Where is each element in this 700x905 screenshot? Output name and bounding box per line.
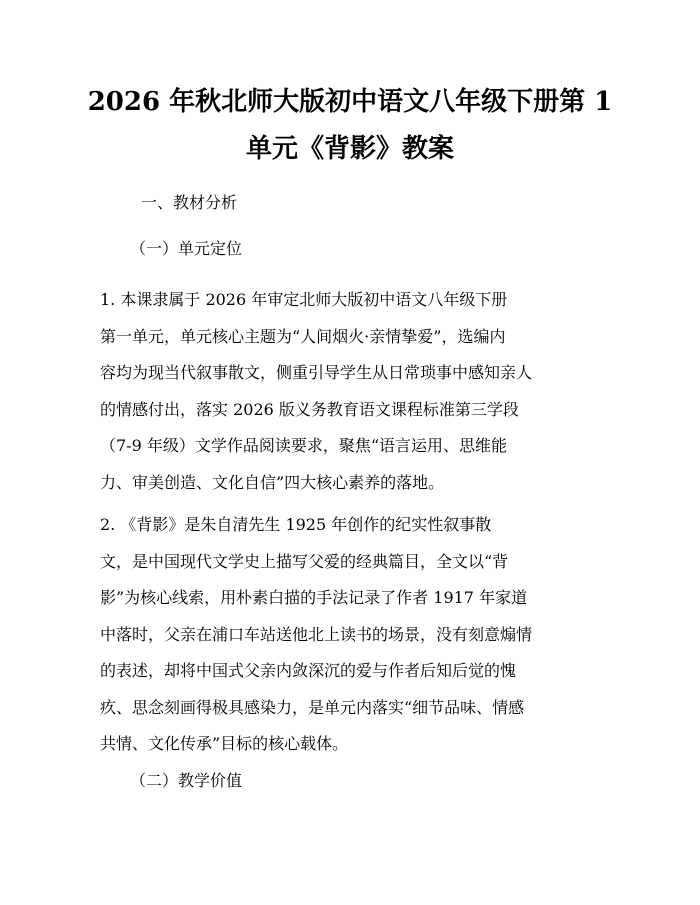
paragraph-line: 中落时，父亲在浦口车站送他北上读书的场景，没有刻意煽情 bbox=[100, 624, 533, 644]
paragraph-line: 1. 本课隶属于 2026 年审定北师大版初中语文八年级下册 bbox=[100, 290, 508, 309]
paragraph-text-intro bbox=[100, 507, 640, 763]
section-heading-textbook-analysis: 一、教材分析 bbox=[141, 193, 238, 212]
document-title-line-1: 2026 年秋北师大版初中语文八年级下册第 1 bbox=[87, 87, 613, 117]
paragraph-line: 2. 《背影》是朱自清先生 1925 年创作的纪实性叙事散 bbox=[100, 515, 492, 534]
subsection-heading-teaching-value: （二）教学价值 bbox=[130, 771, 243, 790]
paragraph-line: 的表述，却将中国式父亲内敛深沉的爱与作者后知后觉的愧 bbox=[100, 661, 517, 680]
paragraph-line: 容均为现当代叙事散文，侧重引导学生从日常琐事中感知亲人 bbox=[100, 363, 533, 382]
paragraph-line: 文，是中国现代文学史上描写父爱的经典篇目，全文以“背 bbox=[100, 551, 509, 571]
paragraph-line: （7-9 年级）文学作品阅读要求，聚焦“语言运用、思维能 bbox=[100, 436, 508, 455]
paragraph-unit-positioning bbox=[100, 282, 640, 501]
paragraph-line: 力、审美创造、文化自信”四大核心素养的落地。 bbox=[100, 472, 445, 492]
subsection-heading-unit-positioning: （一）单元定位 bbox=[130, 239, 243, 258]
paragraph-line: 第一单元，单元核心主题为“人间烟火·亲情挚爱”，选编内 bbox=[100, 326, 506, 346]
paragraph-line: 影”为核心线索，用朴素白描的手法记录了作者 1917 年家道 bbox=[100, 588, 528, 607]
paragraph-line: 的情感付出，落实 2026 版义务教育语文课程标准第三学段 bbox=[100, 399, 519, 419]
document-title-line-2: 单元《背影》教案 bbox=[245, 134, 454, 164]
paragraph-line: 共情、文化传承”目标的核心载体。 bbox=[100, 734, 349, 753]
paragraph-line: 疚、思念刻画得极具感染力，是单元内落实“细节品味、情感 bbox=[100, 697, 525, 717]
